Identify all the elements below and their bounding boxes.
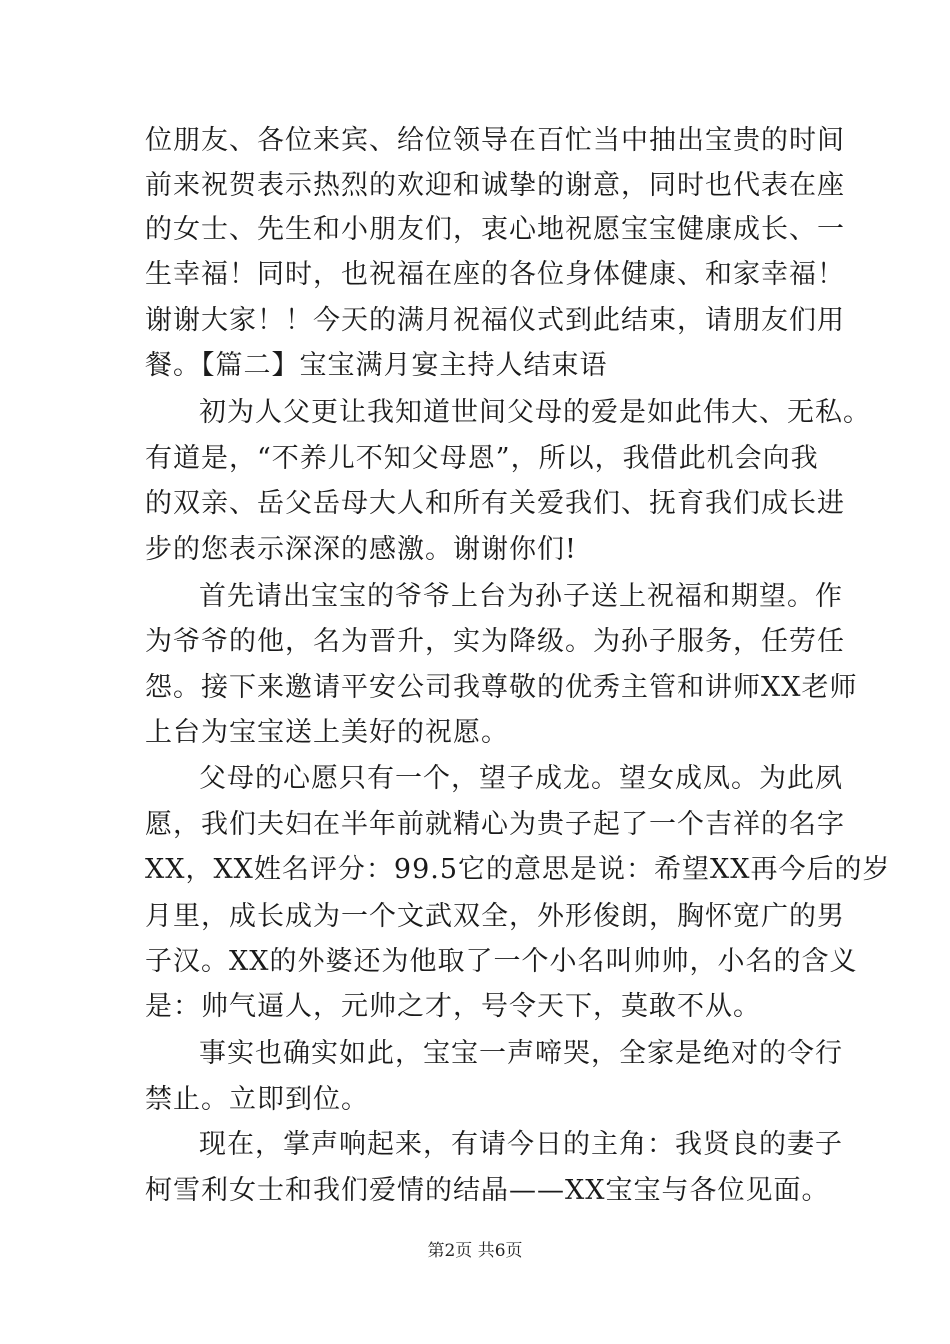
text-line: 怨。接下来邀请平安公司我尊敬的优秀主管和讲师XX老师 xyxy=(145,672,858,703)
text-line: 柯雪利女士和我们爱情的结晶——XX宝宝与各位见面。 xyxy=(145,1175,830,1206)
text-line: 位朋友、各位来宾、给位领导在百忙当中抽出宝贵的时间 xyxy=(145,125,845,156)
text-line: 上台为宝宝送上美好的祝愿。 xyxy=(145,717,509,748)
text-line: 子汉。XX的外婆还为他取了一个小名叫帅帅，小名的含义 xyxy=(145,946,858,977)
paragraph-first-line: 父母的心愿只有一个，望子成龙。望女成凤。为此夙 xyxy=(199,763,843,794)
text-line: 禁止。立即到位。 xyxy=(145,1084,369,1115)
text-line: 谢谢大家！！今天的满月祝福仪式到此结束，请朋友们用 xyxy=(145,305,845,336)
text-line: 生幸福！同时，也祝福在座的各位身体健康、和家幸福！ xyxy=(145,259,845,290)
page-number-footer: 第2页 共6页 xyxy=(427,1241,523,1261)
text-line: 有道是，“不养儿不知父母恩”，所以，我借此机会向我 xyxy=(145,443,819,474)
paragraph-first-line: 初为人父更让我知道世间父母的爱是如此伟大、无私。 xyxy=(199,397,871,428)
text-line: 为爷爷的他，名为晋升，实为降级。为孙子服务，任劳任 xyxy=(145,626,845,657)
paragraph-first-line: 事实也确实如此，宝宝一声啼哭，全家是绝对的令行 xyxy=(199,1038,843,1069)
text-line: 餐。【篇二】宝宝满月宴主持人结束语 xyxy=(145,350,608,381)
paragraph-first-line: 首先请出宝宝的爷爷上台为孙子送上祝福和期望。作 xyxy=(199,581,843,612)
text-line: 是：帅气逼人，元帅之才，号令天下，莫敢不从。 xyxy=(145,991,761,1022)
text-line: 步的您表示深深的感激。谢谢你们! xyxy=(145,534,577,565)
text-line: 的双亲、岳父岳母大人和所有关爱我们、抚育我们成长进 xyxy=(145,488,845,519)
text-line: 愿，我们夫妇在半年前就精心为贵子起了一个吉祥的名字 xyxy=(145,809,845,840)
text-line: 的女士、先生和小朋友们，衷心地祝愿宝宝健康成长、一 xyxy=(145,214,845,245)
text-line: XX，XX姓名评分：99.5它的意思是说：希望XX再今后的岁 xyxy=(145,854,891,885)
text-line: 前来祝贺表示热烈的欢迎和诚挚的谢意，同时也代表在座 xyxy=(145,170,845,201)
paragraph-first-line: 现在，掌声响起来，有请今日的主角：我贤良的妻子 xyxy=(199,1129,843,1160)
text-line: 月里，成长成为一个文武双全，外形俊朗，胸怀宽广的男 xyxy=(145,901,845,932)
